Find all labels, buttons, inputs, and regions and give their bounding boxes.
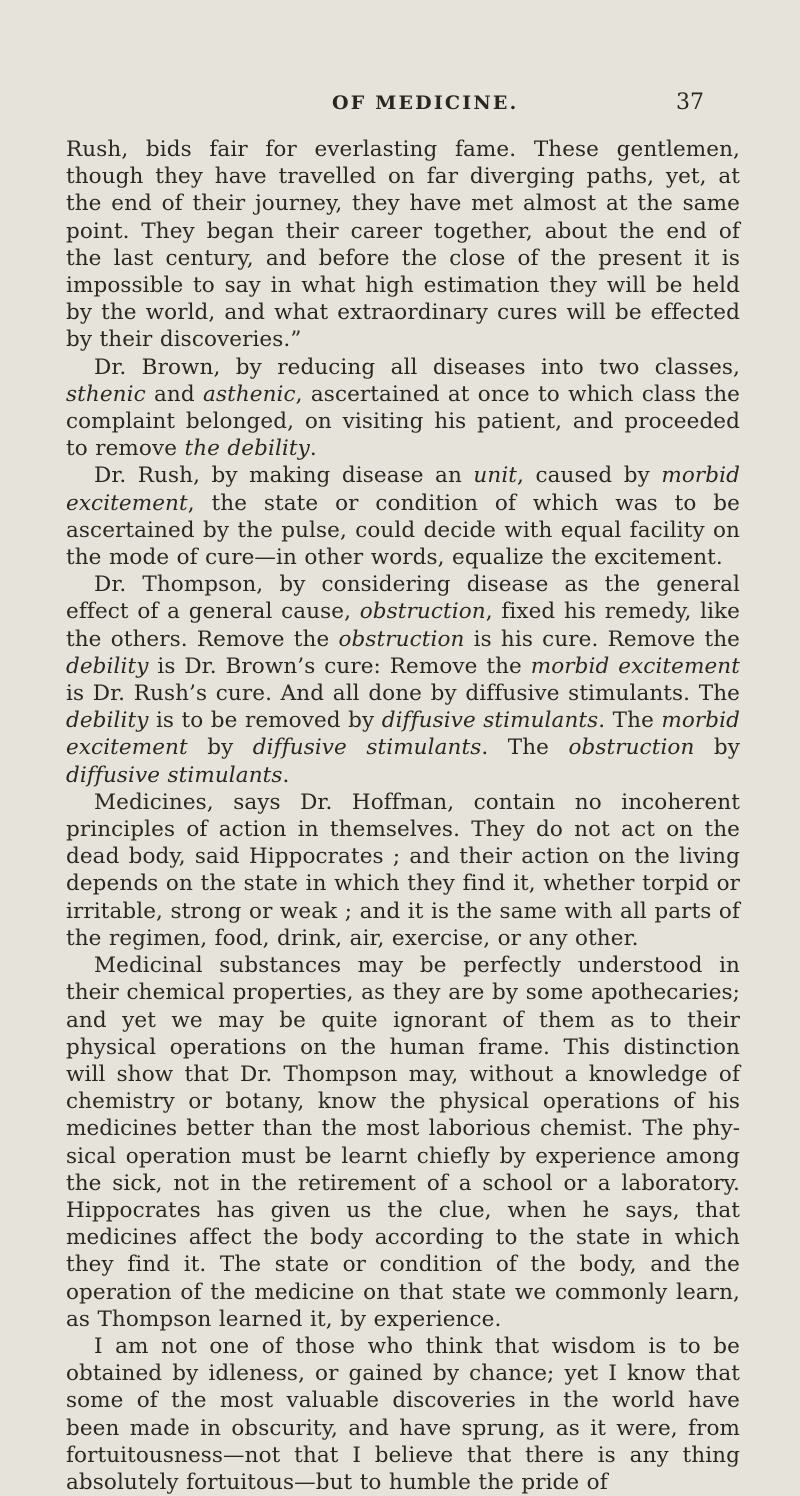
italic-text: diffusive stimulants xyxy=(252,735,482,761)
italic-text: morbid excitement xyxy=(530,653,740,679)
text-run: . xyxy=(282,762,290,788)
italic-text: morbid excitement xyxy=(66,463,740,516)
italic-text: diffusive stimulants xyxy=(66,762,283,788)
paragraph xyxy=(66,462,740,571)
text-run: by xyxy=(187,735,253,761)
text-run: Dr. Rush, by making disease an xyxy=(94,463,474,489)
text-run: is Dr. Rush’s cure. And all done by diffusive stimulants. The xyxy=(66,681,740,707)
paragraph xyxy=(66,789,740,952)
running-head xyxy=(0,92,800,122)
italic-text: diffusive stimulants xyxy=(381,708,599,734)
text-run: Medicinal substances may be perfectly understood in their chemical properties, as they are by some apothecaries; and yet we may be quite ignorant of them as to their physical operations on the human frame. This distinction will show that Dr. Thompson may, without a knowledge of chemistry or botany, know the physical operations of his medicines better than the most laborious chemist. The physical operation must be learnt chiefly by experience among the sick, not in the retirement of a school or a laboratory. Hippocrates has given us the clue, when he says, that medicines affect the body according to the state in which they find it. The state or condition of the body, and the operation of the medicine on that state we commonly learn, as Thompson learned it, by experience. xyxy=(66,953,740,1332)
text-run: is his cure. Remove the xyxy=(464,626,740,652)
text-run: Rush, bids fair for everlasting fame. These gentlemen, though they have travelled on far diverging paths, yet, at the end of their journey, they have met almost at the same point. They began their career together, about the end of the last century, and before the close of the present it is impossible to say in what high estimation they will be held by the world, and what extraordinary cures will be effected by their discoveries.” xyxy=(66,137,740,353)
paragraph xyxy=(66,571,740,789)
text-run: Dr. Brown, by reducing all diseases into two classes, xyxy=(94,354,740,380)
text-run: is to be removed by xyxy=(148,708,382,734)
italic-text: obstruction xyxy=(359,599,486,625)
text-run: . The xyxy=(481,735,569,761)
italic-text: debility xyxy=(66,653,149,679)
text-run: by xyxy=(694,735,741,761)
text-run: , the state or condition of which was to be ascertained by the pulse, could decide with equal facility on the mode of cure—in other words, equalize the excitement. xyxy=(66,490,740,571)
text-run: is Dr. Brown’s cure: Remove the xyxy=(148,653,531,679)
text-run: . xyxy=(309,436,317,462)
italic-text: debility xyxy=(66,708,149,734)
paragraph xyxy=(66,952,740,1333)
text-run: . The xyxy=(598,708,662,734)
italic-text: obstruction xyxy=(568,735,695,761)
page-number: 37 xyxy=(676,90,704,115)
paragraph xyxy=(66,1333,740,1496)
paragraph xyxy=(66,136,740,354)
body-text xyxy=(66,136,740,1496)
text-run: Dr. Thompson, by considering disease as the general effect of a general cause, xyxy=(66,572,740,625)
text-run: , caused by xyxy=(517,463,662,489)
text-run: I am not one of those who think that wisdom is to be obtained by idleness, or gained by chance; yet I know that some of the most valuable discoveries in the world have been made in obscurity, and have sprung, as it were, from fortuitousness—not that I believe that there is any thing absolutely fortuitous—but to humble the pride of xyxy=(66,1333,740,1495)
text-run: , fixed his remedy, like the others. Remove the xyxy=(66,599,740,652)
italic-text: morbid excitement xyxy=(66,708,740,761)
italic-text: unit xyxy=(473,463,518,489)
italic-text: sthenic xyxy=(66,381,146,407)
text-run: and xyxy=(145,381,204,407)
italic-text: asthenic xyxy=(203,381,296,407)
italic-text: the debility xyxy=(184,436,310,462)
italic-text: obstruction xyxy=(338,626,465,652)
text-run: , ascertained at once to which class the complaint belonged, on visiting his patient, and proceeded to remove xyxy=(66,381,740,462)
text-run: Medicines, says Dr. Hoffman, contain no incoherent principles of action in themselves. They do not act on the dead body, said Hippocrates ; and their action on the living depends on the state in which they find it, whether torpid or irritable, strong or weak ; and it is the same with all parts of the regimen, food, drink, air, exercise, or any other. xyxy=(66,789,740,951)
running-title: OF MEDICINE. xyxy=(332,92,519,114)
paragraph xyxy=(66,354,740,463)
